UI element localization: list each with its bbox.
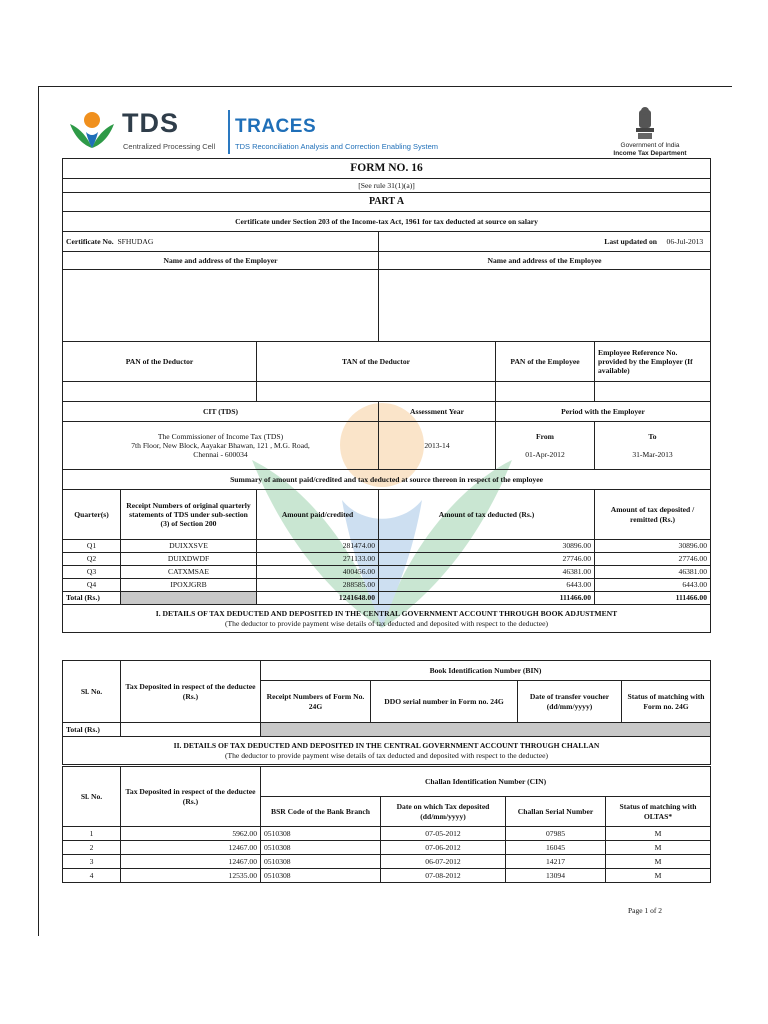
pan-deductor-value [63, 382, 257, 402]
summary-row [63, 566, 711, 579]
period-from: 01-Apr-2012 [525, 449, 565, 459]
form16-table [62, 158, 711, 633]
document-header [62, 104, 712, 160]
employee-ref-label: Employee Reference No. provided by the Employer (If available) [595, 342, 711, 382]
col-oltas-status: Status of matching with OLTAS* [606, 797, 711, 827]
header-separator [228, 110, 230, 154]
section2-note: (The deductor to provide payment wise details of tax deducted and deposited with respect to the deductee) [224, 750, 549, 760]
employer-address [63, 270, 379, 342]
receipt-number: DUIXXSVE [121, 540, 257, 553]
page-border-left [38, 86, 39, 936]
certificate-number-cell [63, 232, 379, 252]
col-amount-paid: Amount paid/credited [257, 490, 379, 540]
tax-deducted: 46381.00 [379, 566, 595, 579]
period-label: Period with the Employer [496, 402, 711, 422]
from-label: From [536, 432, 554, 442]
amount-paid: 288585.00 [257, 579, 379, 592]
tax-amount: 12535.00 [121, 869, 261, 883]
amount-paid: 400456.00 [257, 566, 379, 579]
col-tax-deducted: Amount of tax deducted (Rs.) [379, 490, 595, 540]
tds-subtitle: Centralized Processing Cell [123, 142, 216, 151]
pan-employee-label: PAN of the Employee [496, 342, 595, 382]
tax-deposited: 46381.00 [595, 566, 711, 579]
deposit-date: 07-06-2012 [381, 841, 506, 855]
tax-deposited: 30896.00 [595, 540, 711, 553]
receipt-number: CATXMSAE [121, 566, 257, 579]
challan-serial: 16045 [506, 841, 606, 855]
total-receipt-blank [121, 592, 257, 605]
total-label: Total (Rs.) [63, 592, 121, 605]
cit-label: CIT (TDS) [63, 402, 379, 422]
bsr-code: 0510308 [261, 841, 381, 855]
col-tax-deposited: Tax Deposited in respect of the deductee (Rs.) [121, 767, 261, 827]
section2-heading: II. DETAILS OF TAX DEDUCTED AND DEPOSITED IN THE CENTRAL GOVERNMENT ACCOUNT THROUGH CHALLAN [173, 741, 600, 751]
col-transfer-date: Date of transfer voucher (dd/mm/yyyy) [518, 681, 622, 723]
amount-paid: 281474.00 [257, 540, 379, 553]
pan-employee-value [496, 382, 595, 402]
col-status-24g: Status of matching with Form no. 24G [622, 681, 711, 723]
traces-title: TRACES [235, 116, 317, 137]
book-adjustment-table [62, 660, 711, 765]
total-amount-paid: 1241648.00 [257, 592, 379, 605]
deposit-date: 06-07-2012 [381, 855, 506, 869]
sl-no: 4 [63, 869, 121, 883]
tan-deductor-value [257, 382, 496, 402]
col-receipt-24g: Receipt Numbers of Form No. 24G [261, 681, 371, 723]
col-sl-no: Sl. No. [63, 661, 121, 723]
total-label: Total (Rs.) [63, 723, 121, 737]
tan-deductor-label: TAN of the Deductor [257, 342, 496, 382]
oltas-status: M [606, 841, 711, 855]
part-title: PART A [63, 193, 711, 212]
total-value [121, 723, 261, 737]
bin-heading: Book Identification Number (BIN) [261, 661, 711, 681]
section1-note: (The deductor to provide payment wise details of tax deducted and deposited with respect to the deductee) [224, 618, 549, 628]
page-border-top [38, 86, 732, 87]
oltas-status: M [606, 869, 711, 883]
total-tax-deposited: 111466.00 [595, 592, 711, 605]
section1-heading: I. DETAILS OF TAX DEDUCTED AND DEPOSITED IN THE CENTRAL GOVERNMENT ACCOUNT THROUGH BOOK ADJUSTMENT [155, 609, 618, 619]
tax-amount: 5962.00 [121, 827, 261, 841]
assessment-year-label: Assessment Year [379, 402, 496, 422]
certificate-number: SFHUDAG [117, 236, 154, 246]
summary-row [63, 553, 711, 566]
period-from-cell [496, 422, 595, 470]
total-grey-fill [261, 723, 711, 737]
amount-paid: 271133.00 [257, 553, 379, 566]
national-emblem-icon [630, 106, 660, 142]
col-sl-no: Sl. No. [63, 767, 121, 827]
sl-no: 1 [63, 827, 121, 841]
summary-total-row [63, 592, 711, 605]
last-updated-cell [379, 232, 711, 252]
pan-deductor-label: PAN of the Deductor [63, 342, 257, 382]
tds-title: TDS [122, 108, 179, 138]
tax-amount: 12467.00 [121, 841, 261, 855]
tds-logo-icon [66, 110, 118, 150]
section2-heading-cell [63, 737, 711, 765]
employer-label: Name and address of the Employer [63, 252, 379, 270]
challan-table [62, 766, 711, 883]
last-updated-label: Last updated on [604, 236, 658, 246]
challan-row [63, 855, 711, 869]
tax-deducted: 6443.00 [379, 579, 595, 592]
summary-heading: Summary of amount paid/credited and tax deducted at source thereon in respect of the employee [63, 470, 711, 490]
form-title: FORM NO. 16 [63, 159, 711, 179]
deposit-date: 07-05-2012 [381, 827, 506, 841]
cit-address-line1: The Commissioner of Income Tax (TDS) [157, 431, 284, 441]
summary-row [63, 579, 711, 592]
tax-deducted: 27746.00 [379, 553, 595, 566]
period-to-cell [595, 422, 711, 470]
cit-address [63, 422, 379, 470]
quarter: Q2 [63, 553, 121, 566]
receipt-number: IPOXJGRB [121, 579, 257, 592]
challan-row [63, 869, 711, 883]
oltas-status: M [606, 827, 711, 841]
challan-serial: 07985 [506, 827, 606, 841]
to-label: To [648, 432, 657, 442]
col-receipt-numbers: Receipt Numbers of original quarterly statements of TDS under sub-section (3) of Section 200 [121, 490, 257, 540]
challan-serial: 13094 [506, 869, 606, 883]
tax-deposited: 27746.00 [595, 553, 711, 566]
employee-label: Name and address of the Employee [379, 252, 711, 270]
dept-label: Income Tax Department [613, 150, 687, 157]
cit-address-line2: 7th Floor, New Block, Aayakar Bhawan, 121 , M.G. Road, [131, 440, 310, 450]
total-tax-deducted: 111466.00 [379, 592, 595, 605]
period-to: 31-Mar-2013 [632, 449, 673, 459]
summary-row [63, 540, 711, 553]
traces-subtitle: TDS Reconciliation Analysis and Correction Enabling System [235, 142, 439, 151]
employee-ref-value [595, 382, 711, 402]
tax-amount: 12467.00 [121, 855, 261, 869]
oltas-status: M [606, 855, 711, 869]
quarter: Q4 [63, 579, 121, 592]
sl-no: 2 [63, 841, 121, 855]
assessment-year: 2013-14 [379, 422, 496, 470]
last-updated-date: 06-Jul-2013 [666, 236, 704, 246]
receipt-number: DUIXDWDF [121, 553, 257, 566]
sl-no: 3 [63, 855, 121, 869]
employee-address [379, 270, 711, 342]
challan-row [63, 827, 711, 841]
cit-address-line3: Chennai - 600034 [193, 450, 248, 460]
deposit-date: 07-08-2012 [381, 869, 506, 883]
tax-deducted: 30896.00 [379, 540, 595, 553]
quarter: Q1 [63, 540, 121, 553]
tax-deposited: 6443.00 [595, 579, 711, 592]
challan-row [63, 841, 711, 855]
cin-heading: Challan Identification Number (CIN) [261, 767, 711, 797]
certificate-heading: Certificate under Section 203 of the Income-tax Act, 1961 for tax deducted at source on salary [63, 212, 711, 232]
col-tax-deposited: Tax Deposited in respect of the deductee (Rs.) [121, 661, 261, 723]
book-adjustment-total-row [63, 723, 711, 737]
certificate-label: Certificate No. [66, 236, 114, 246]
gov-label: Government of India [620, 142, 680, 149]
section1-heading-cell [63, 605, 711, 633]
col-bsr-code: BSR Code of the Bank Branch [261, 797, 381, 827]
col-challan-serial: Challan Serial Number [506, 797, 606, 827]
col-deposit-date: Date on which Tax deposited (dd/mm/yyyy) [381, 797, 506, 827]
bsr-code: 0510308 [261, 869, 381, 883]
col-quarter: Quarter(s) [63, 490, 121, 540]
quarter: Q3 [63, 566, 121, 579]
page-number: Page 1 of 2 [628, 906, 662, 915]
col-tax-deposited: Amount of tax deposited / remitted (Rs.) [595, 490, 711, 540]
col-ddo-serial: DDO serial number in Form no. 24G [371, 681, 518, 723]
form-rule: [See rule 31(1)(a)] [63, 179, 711, 193]
challan-serial: 14217 [506, 855, 606, 869]
bsr-code: 0510308 [261, 855, 381, 869]
bsr-code: 0510308 [261, 827, 381, 841]
